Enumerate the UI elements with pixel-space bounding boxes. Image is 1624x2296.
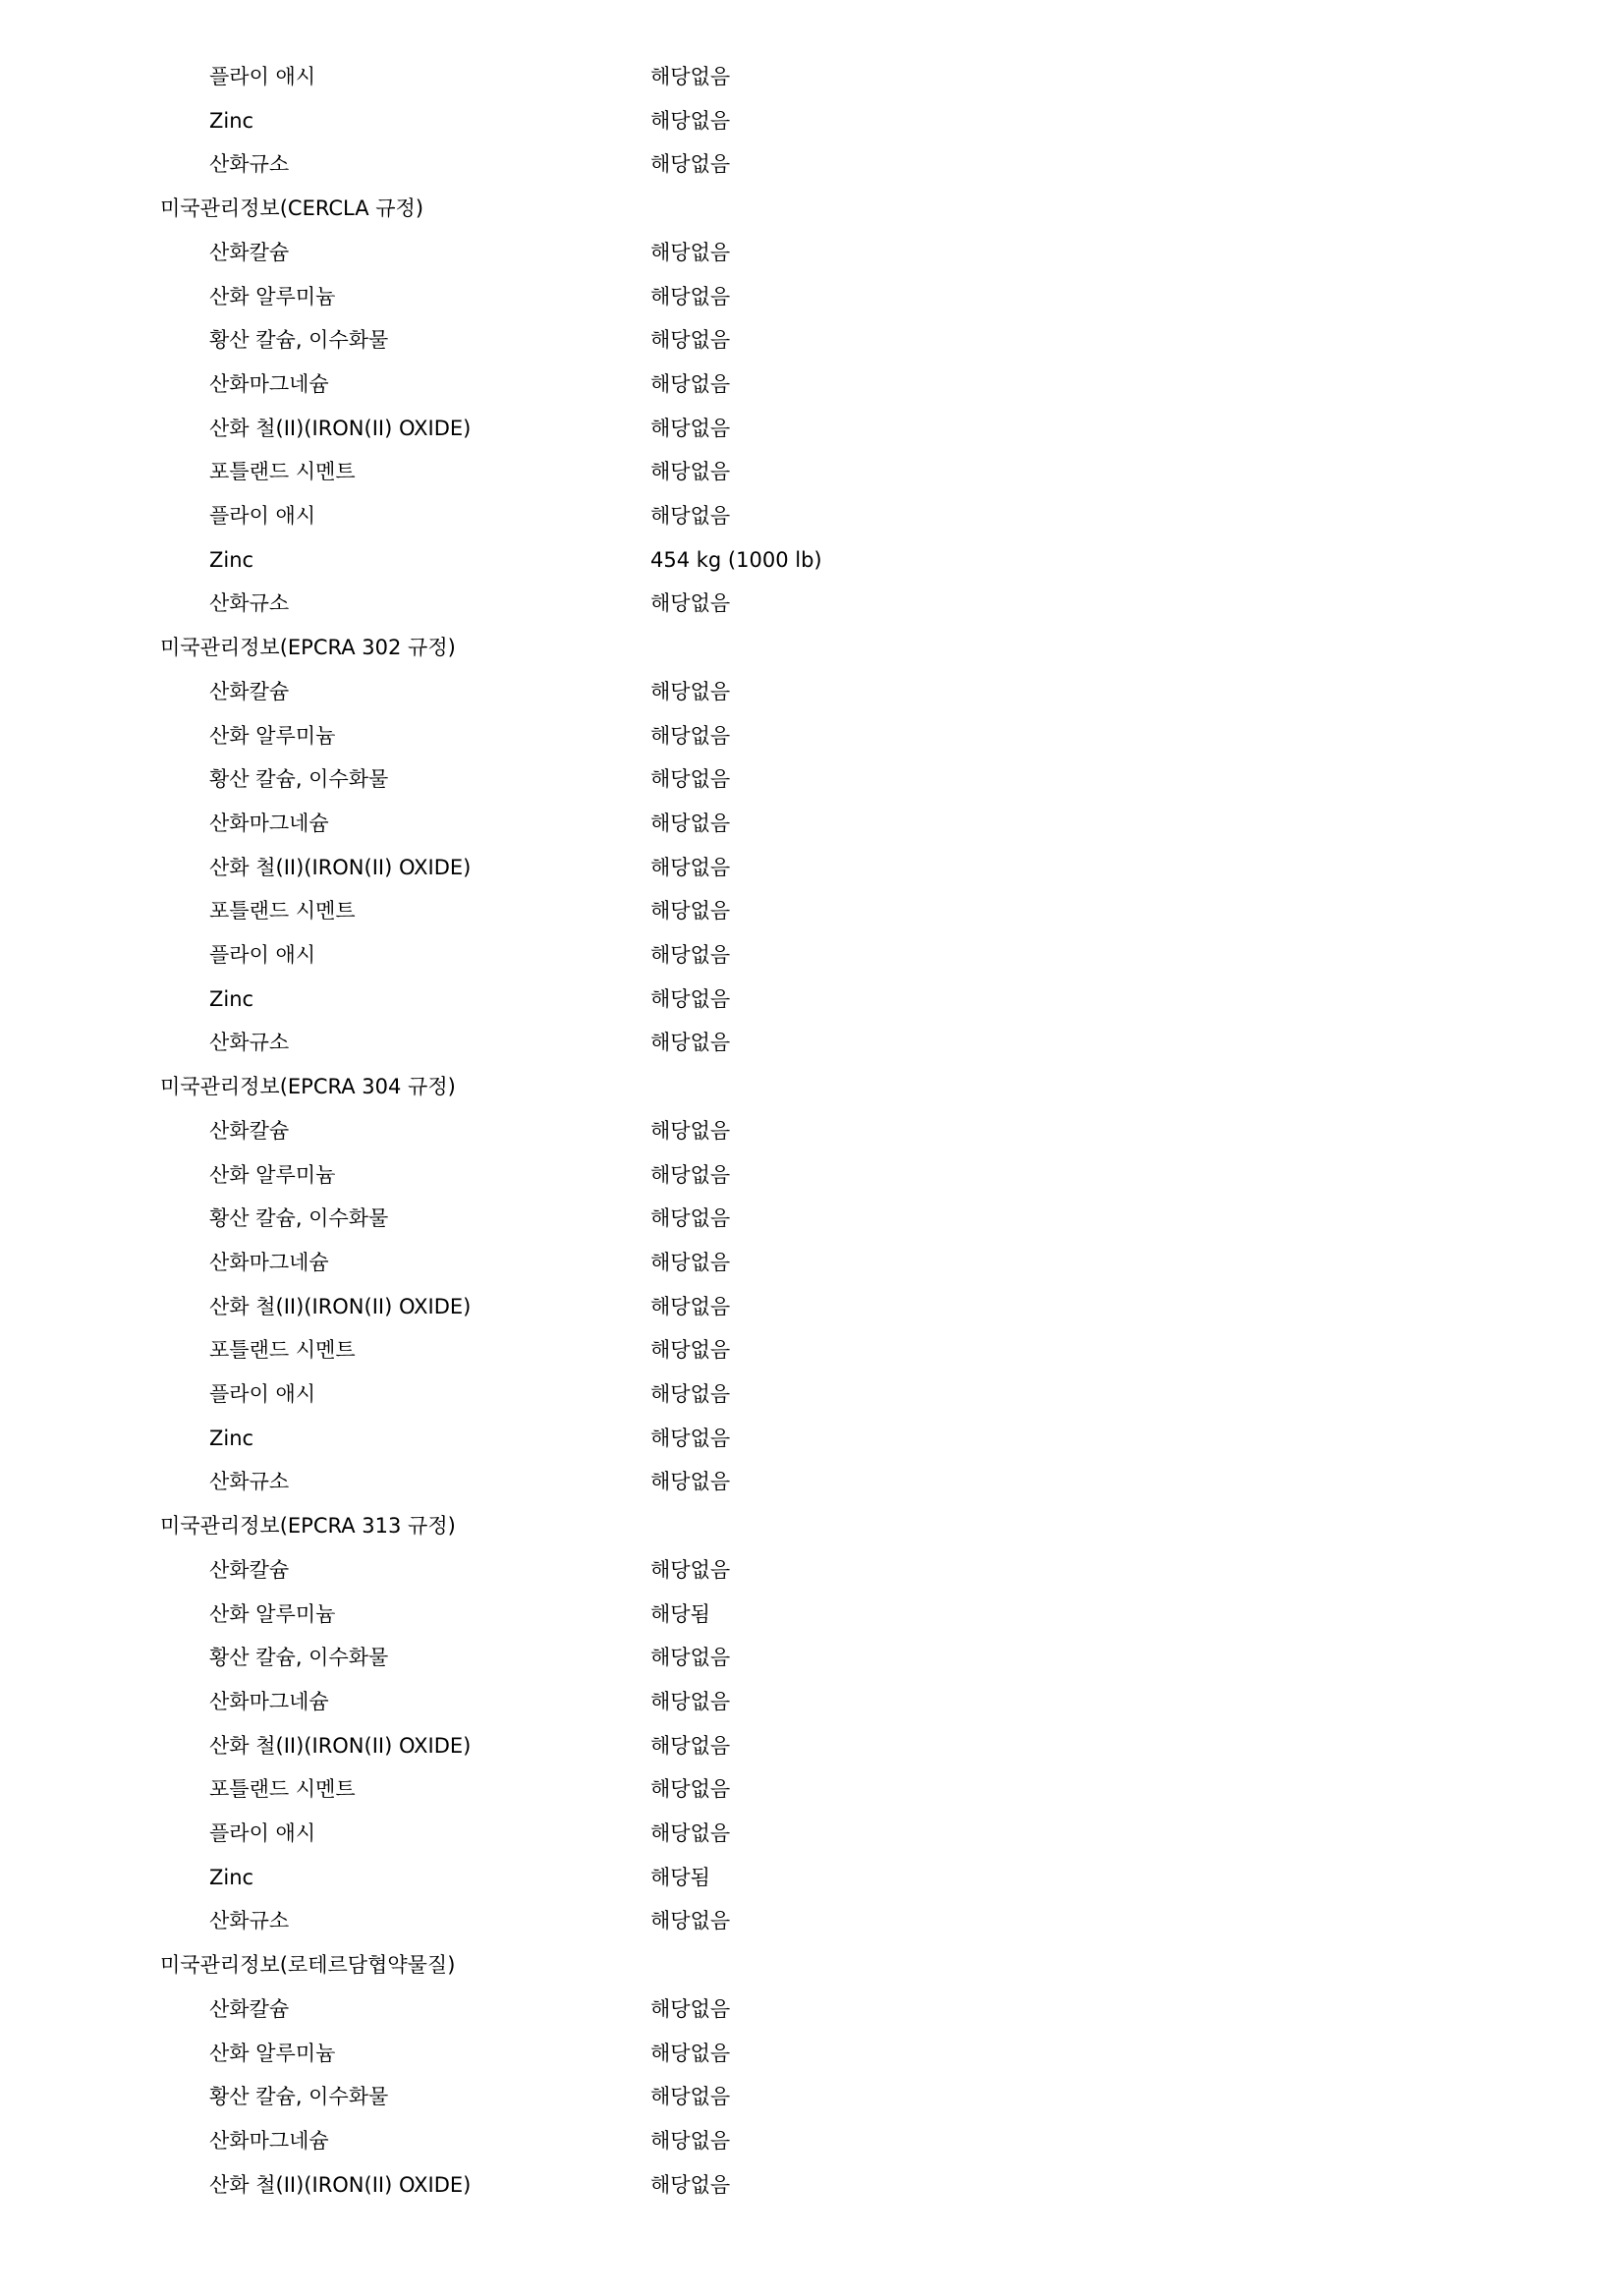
regulation-status: 해당없음 [650,1382,731,1406]
substance-name: 산화 철(II)(IRON(II) OXIDE) [209,855,472,879]
substance-name: 산화규소 [209,1031,290,1055]
substance-name: 산화칼슘 [209,1996,290,2021]
regulation-status: 해당없음 [650,591,731,616]
regulation-status: 해당없음 [650,943,731,967]
substance-name: 산화마그네슘 [209,2128,329,2153]
substance-row [0,407,1624,451]
substance-name: 황산 칼슘, 이수화물 [209,767,389,792]
substance-name: 황산 칼슘, 이수화물 [209,2085,389,2109]
regulation-status: 해당됨 [650,1865,710,1889]
regulation-status: 해당됨 [650,1601,710,1626]
substance-row [0,1724,1624,1768]
substance-row [0,1767,1624,1812]
substance-row [0,582,1624,626]
regulation-status: 해당없음 [650,328,731,353]
section-heading-row [0,1065,1624,1109]
substance-name: 산화 철(II)(IRON(II) OXIDE) [209,2172,472,2197]
substance-name: 플라이 애시 [209,1821,316,1845]
substance-row [0,1372,1624,1417]
substance-name: 산화 알루미늄 [209,284,336,308]
substance-row [0,1109,1624,1153]
substance-name: 산화 알루미늄 [209,723,336,748]
substance-name: 산화칼슘 [209,679,290,703]
substance-name: Zinc [209,547,254,572]
section-heading: 미국관리정보(EPCRA 313 규정) [160,1514,456,1539]
substance-name: 산화 철(II)(IRON(II) OXIDE) [209,1294,472,1318]
section-heading: 미국관리정보(로테르담협약물질) [160,1953,456,1978]
substance-row [0,978,1624,1022]
substance-name: 산화규소 [209,1909,290,1933]
substance-name: Zinc [209,108,254,133]
regulation-status: 해당없음 [650,1996,731,2021]
substance-row [0,2032,1624,2076]
regulation-status: 해당없음 [650,1294,731,1318]
regulation-status: 해당없음 [650,1206,731,1231]
substance-name: 황산 칼슘, 이수화물 [209,328,389,353]
regulation-status: 해당없음 [650,1426,731,1450]
substance-name: 산화칼슘 [209,240,290,264]
substance-name: 황산 칼슘, 이수화물 [209,1206,389,1231]
substance-name: 포틀랜드 시멘트 [209,460,356,484]
substance-name: 플라이 애시 [209,65,316,88]
substance-row [0,757,1624,802]
substance-row [0,363,1624,407]
substance-name: 산화칼슘 [209,1557,290,1582]
substance-row [0,802,1624,846]
regulation-status: 해당없음 [650,1250,731,1274]
substance-name: 산화 알루미늄 [209,1162,336,1187]
substance-name: 포틀랜드 시멘트 [209,899,356,924]
substance-row [0,714,1624,758]
substance-name: 산화 철(II)(IRON(II) OXIDE) [209,1733,472,1758]
substance-row [0,1988,1624,2032]
substance-row [0,2119,1624,2163]
substance-row [0,55,1624,99]
substance-row [0,1636,1624,1680]
substance-name: 산화 알루미늄 [209,1601,336,1626]
section-heading: 미국관리정보(EPCRA 304 규정) [160,1075,456,1099]
regulation-status: 해당없음 [650,1777,731,1802]
regulation-status: 해당없음 [650,855,731,879]
substance-row [0,142,1624,187]
regulation-status: 해당없음 [650,723,731,748]
section-heading: 미국관리정보(CERCLA 규정) [160,196,424,221]
substance-name: 플라이 애시 [209,1382,316,1406]
substance-row [0,933,1624,978]
regulation-status: 해당없음 [650,1733,731,1758]
section-heading-row [0,1943,1624,1988]
regulation-status: 해당없음 [650,416,731,440]
substance-row [0,494,1624,538]
substance-row [0,1856,1624,1900]
regulation-status: 해당없음 [650,1118,731,1143]
regulation-status: 해당없음 [650,371,731,396]
substance-row [0,1460,1624,1504]
substance-name: 포틀랜드 시멘트 [209,1338,356,1363]
substance-name: 산화 알루미늄 [209,2041,336,2065]
regulation-status: 해당없음 [650,986,731,1011]
substance-row [0,1153,1624,1198]
substance-row [0,1021,1624,1065]
substance-row [0,670,1624,714]
section-heading-row [0,1504,1624,1548]
substance-name: 산화마그네슘 [209,811,329,835]
regulation-status: 해당없음 [650,2041,731,2065]
regulation-status: 해당없음 [650,284,731,308]
regulation-status: 해당없음 [650,1470,731,1494]
substance-name: Zinc [209,986,254,1011]
section-heading: 미국관리정보(EPCRA 302 규정) [160,636,456,660]
substance-row [0,1328,1624,1372]
substance-name: 플라이 애시 [209,504,316,528]
regulation-status: 해당없음 [650,1821,731,1845]
substance-name: Zinc [209,1865,254,1889]
substance-row [0,1812,1624,1856]
regulation-status: 454 kg (1000 lb) [650,547,822,572]
substance-name: 산화규소 [209,152,290,177]
substance-row [0,1417,1624,1461]
regulation-status: 해당없음 [650,1162,731,1187]
substance-row [0,1593,1624,1637]
regulation-status: 해당없음 [650,899,731,924]
substance-row [0,275,1624,319]
regulation-status: 해당없음 [650,1689,731,1713]
substance-name: 산화마그네슘 [209,1689,329,1713]
substance-row [0,99,1624,143]
regulation-status: 해당없음 [650,767,731,792]
substance-row [0,1548,1624,1593]
regulation-status: 해당없음 [650,108,731,133]
regulation-status: 해당없음 [650,2128,731,2153]
section-heading-row [0,626,1624,670]
regulation-status: 해당없음 [650,152,731,177]
substance-row [0,1285,1624,1329]
regulation-status: 해당없음 [650,1909,731,1933]
regulation-status: 해당없음 [650,65,731,88]
substance-name: 황산 칼슘, 이수화물 [209,1646,389,1670]
substance-row [0,1241,1624,1285]
substance-name: 포틀랜드 시멘트 [209,1777,356,1802]
substance-row [0,1197,1624,1241]
substance-name: 산화칼슘 [209,1118,290,1143]
substance-row [0,1899,1624,1943]
regulation-status: 해당없음 [650,1031,731,1055]
regulation-status: 해당없음 [650,1557,731,1582]
regulation-status: 해당없음 [650,679,731,703]
regulation-status: 해당없음 [650,1338,731,1363]
substance-row [0,538,1624,583]
substance-name: 플라이 애시 [209,943,316,967]
substance-row [0,318,1624,363]
substance-name: 산화 철(II)(IRON(II) OXIDE) [209,416,472,440]
regulation-status: 해당없음 [650,240,731,264]
substance-row [0,2075,1624,2119]
substance-name: 산화규소 [209,591,290,616]
substance-name: 산화규소 [209,1470,290,1494]
substance-row [0,231,1624,275]
regulation-status: 해당없음 [650,2085,731,2109]
regulation-status: 해당없음 [650,2172,731,2197]
substance-row [0,450,1624,494]
regulation-status: 해당없음 [650,504,731,528]
substance-name: Zinc [209,1426,254,1450]
regulation-status: 해당없음 [650,811,731,835]
regulation-status: 해당없음 [650,1646,731,1670]
substance-name: 산화마그네슘 [209,371,329,396]
section-heading-row [0,187,1624,231]
substance-row [0,2163,1624,2208]
substance-row [0,1680,1624,1724]
regulation-status: 해당없음 [650,460,731,484]
substance-row [0,889,1624,933]
substance-row [0,846,1624,890]
substance-name: 산화마그네슘 [209,1250,329,1274]
